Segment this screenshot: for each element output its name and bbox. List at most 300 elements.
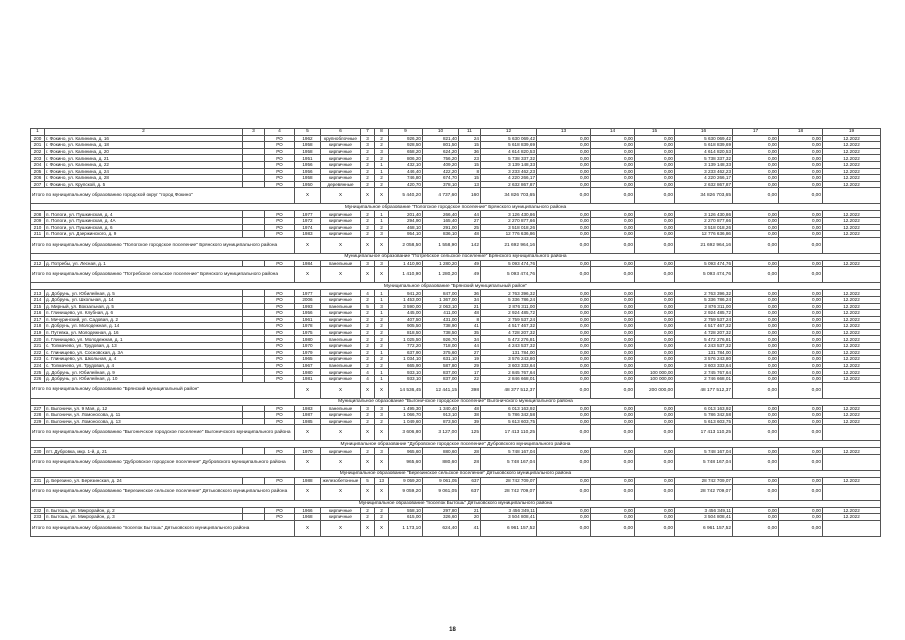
table-cell: РО [265,224,295,231]
table-cell [243,514,265,521]
table-cell: 0,00 [591,478,635,485]
table-cell: РО [265,376,295,383]
table-cell: 0,00 [779,211,823,218]
table-cell: 0,00 [733,418,779,425]
subtotal-cell: 0,00 [591,425,635,441]
table-cell: 1958 [295,142,321,149]
table-cell: 0,00 [779,323,823,330]
table-cell: панельные [321,260,361,267]
table-cell: 0,00 [635,405,675,412]
table-row [31,290,881,297]
table-cell: 13 [459,181,481,188]
table-row [31,514,881,521]
table-cell: 208 [31,211,45,218]
table-cell: 2 [361,148,375,155]
table-cell: 12.2022 [823,507,881,514]
table-row [31,418,881,425]
table-cell: 2 [375,175,389,182]
subtotal-label: Итого по муниципальному образованию городской округ "город Фокино" [31,188,295,204]
table-cell: кирпичные [321,418,361,425]
table-cell [243,336,265,343]
subtotal-cell: X [361,425,375,441]
table-cell: 5 738 337,32 [481,155,537,162]
table-cell: 0,00 [537,356,591,363]
table-cell: РО [265,412,295,419]
subtotal-cell: X [361,267,375,283]
table-cell: 0,00 [733,224,779,231]
table-cell: д. Мирный, ул. Вокзальная, д. 5 [45,303,243,310]
table-cell: 1962 [295,135,321,142]
table-cell: 9 059,20 [389,478,423,485]
table-cell: 0,00 [537,405,591,412]
table-cell: 5 093 474,76 [675,260,733,267]
table-cell: 225 [31,369,45,376]
subtotal-cell: 48 177 512,37 [675,382,733,398]
table-cell: 873,50 [423,418,459,425]
table-cell: 3 504 808,41 [481,514,537,521]
table-cell: 228 [31,412,45,419]
subtotal-cell: 0,00 [591,237,635,253]
table-cell [243,168,265,175]
table-cell: 0,00 [537,161,591,168]
table-cell: 0,00 [537,316,591,323]
table-cell: 213 [31,290,45,297]
subtotal-cell: 0,00 [537,267,591,283]
subtotal-cell: 0,00 [635,520,675,536]
table-cell [243,369,265,376]
section-heading: Муниципальное образование "Дубровское городское поселение" Дубровского муниципального района [31,441,881,448]
table-cell: 0,00 [779,181,823,188]
subtotal-cell: 0,00 [733,520,779,536]
table-cell: 1975 [295,329,321,336]
column-number: 9 [389,129,423,136]
table-cell: 432,10 [389,161,423,168]
table-cell: 0,00 [733,349,779,356]
table-cell: 0,00 [779,296,823,303]
subtotal-cell: 0,00 [537,520,591,536]
table-cell: 4 614 820,53 [481,148,537,155]
table-cell: 615,00 [389,514,423,521]
table-cell: кирпичные [321,161,361,168]
table-row [31,161,881,168]
table-cell: 231 [31,478,45,485]
table-cell: 0,00 [733,448,779,455]
subtotal-cell: X [375,455,389,471]
table-row [31,135,881,142]
table-cell: г. Фокино, ул. Калинина, д. 18 [45,142,243,149]
table-cell: панельные [321,336,361,343]
table-cell: 44 [459,211,481,218]
subtotal-cell: 14 536,45 [389,382,423,398]
table-cell: 0,00 [635,217,675,224]
table-cell: 0,00 [779,329,823,336]
table-cell: 0,00 [635,323,675,330]
table-cell: 12.2022 [823,155,881,162]
table-cell: 2006 [295,296,321,303]
table-cell: 2 [361,514,375,521]
subtotal-cell: 5 748 167,04 [675,455,733,471]
table-cell: 2 [361,362,375,369]
table-cell: 1988 [295,478,321,485]
table-cell [243,303,265,310]
table-cell: РО [265,290,295,297]
column-number: 8 [375,129,389,136]
table-cell: 0,00 [733,412,779,419]
table-cell: кирпичные [321,356,361,363]
table-cell: 1984 [295,260,321,267]
table-cell [243,507,265,514]
table-cell: 1958 [295,175,321,182]
table-cell: 4 [361,369,375,376]
table-cell: с. Толмачево, ул. Трудовая, д. 4 [45,362,243,369]
table-cell [243,181,265,188]
table-cell: кирпичные [321,310,361,317]
subtotal-cell: X [321,484,361,500]
table-cell: кирпичные [321,142,361,149]
table-cell: 0,00 [733,181,779,188]
table-cell: д. Добрунь, ул. Юбилейная, д. 5 [45,290,243,297]
table-row [31,412,881,419]
table-cell: 2 [361,323,375,330]
table-cell: 1993 [295,303,321,310]
subtotal-cell: 1 173,10 [389,520,423,536]
subtotal-label: Итого по муниципальному образованию "Потребское сельское поселение" Брянского муниципального района [31,267,295,283]
table-cell: 1 495,30 [389,405,423,412]
table-cell: п. Выгоничи, ул. Ломоносова, д. 13 [45,418,243,425]
table-cell: 1958 [295,148,321,155]
table-cell: 446,40 [389,168,423,175]
table-cell: кирпичные [321,175,361,182]
table-cell: 0,00 [591,514,635,521]
table-cell: 6 013 163,92 [481,405,537,412]
table-cell: 12 776 636,86 [675,231,733,238]
table-row [31,155,881,162]
subtotal-cell: X [295,188,321,204]
column-number: 17 [733,129,779,136]
subtotal-cell: 624,40 [423,520,459,536]
table-cell: 0,00 [591,181,635,188]
table-cell: 2 [361,217,375,224]
table-row [31,260,881,267]
table-cell: 0,00 [779,362,823,369]
table-row [31,356,881,363]
table-cell: 27 [459,217,481,224]
table-row [31,148,881,155]
table-cell: 0,00 [733,290,779,297]
subtotal-cell: 0,00 [635,188,675,204]
table-cell: крупноблочные [321,135,361,142]
table-cell: 2 [361,343,375,350]
table-cell: 12.2022 [823,316,881,323]
table-cell: 0,00 [591,175,635,182]
section-heading: Муниципальное образование "поселок Бытошь" Дятьковского муниципального района [31,500,881,507]
table-cell: РО [265,155,295,162]
table-cell: 0,00 [537,349,591,356]
table-cell [243,376,265,383]
table-cell: 0,00 [537,224,591,231]
table-cell: 624,20 [423,148,459,155]
subtotal-cell [823,520,881,536]
table-cell: 217 [31,316,45,323]
table-cell: 0,00 [733,514,779,521]
table-cell: г. Фокино, ул. Калинина, д. 21 [45,155,243,162]
table-cell: д. Добрунь, ул. Юбилейная, д. 10 [45,376,243,383]
table-cell: 205 [31,168,45,175]
subtotal-cell: 0,00 [635,484,675,500]
table-cell: 48 [459,310,481,317]
table-cell: 0,00 [779,418,823,425]
table-cell [243,148,265,155]
subtotal-cell: 0,00 [591,520,635,536]
table-cell: 2 745 767,64 [675,369,733,376]
table-cell: 0,00 [733,142,779,149]
table-cell: 0,00 [635,356,675,363]
table-cell: 0,00 [591,168,635,175]
table-cell: 4 243 537,32 [675,343,733,350]
table-cell: 100 000,00 [635,369,675,376]
table-cell: 12.2022 [823,260,881,267]
table-cell: 230 [31,448,45,455]
table-cell: 12.2022 [823,135,881,142]
table-cell: 211 [31,231,45,238]
table-cell: 12.2022 [823,376,881,383]
table-cell: 2 [361,175,375,182]
table-row [31,181,881,188]
table-cell [243,161,265,168]
table-cell: 4 614 820,53 [675,148,733,155]
table-cell: 12.2022 [823,418,881,425]
table-cell: 34 [459,296,481,303]
table-cell: 1 [375,168,389,175]
table-cell: 0,00 [733,362,779,369]
table-cell: 0,00 [537,290,591,297]
subtotal-label: Итого по муниципальному образованию "поселок Бытошь" Дятьковского муниципального района [31,520,295,536]
table-cell: 1961 [295,316,321,323]
table-cell: 738,90 [423,323,459,330]
subtotal-cell [823,267,881,283]
table-cell [243,362,265,369]
table-cell: 1985 [295,418,321,425]
table-cell: РО [265,168,295,175]
table-cell [243,211,265,218]
table-cell: 0,00 [635,349,675,356]
table-cell: 34 [459,336,481,343]
table-cell: 12.2022 [823,356,881,363]
table-cell: РО [265,148,295,155]
table-cell: 0,00 [537,142,591,149]
table-cell: 5 618 839,69 [481,142,537,149]
subtotal-cell: 0,00 [733,237,779,253]
table-cell: 2 063,10 [423,303,459,310]
subtotal-cell [823,425,881,441]
table-cell: 12.2022 [823,369,881,376]
table-cell: 2 763 396,32 [675,290,733,297]
table-cell: РО [265,514,295,521]
table-cell: 378,10 [423,181,459,188]
table-cell: 837,00 [423,376,459,383]
table-cell: 3 504 808,41 [675,514,733,521]
table-cell [243,418,265,425]
table-cell: 3 [375,405,389,412]
section-heading-row [31,471,881,478]
table-cell: 1 [375,376,389,383]
table-cell: 2 [375,362,389,369]
table-cell: 2 [375,142,389,149]
table-cell: 2 746 668,01 [675,376,733,383]
subtotal-cell: X [295,382,321,398]
table-cell: 2 270 877,66 [481,217,537,224]
table-row [31,349,881,356]
table-cell: 821,40 [423,135,459,142]
table-cell: 12.2022 [823,329,881,336]
subtotal-cell: 160 [459,188,481,204]
table-cell: 0,00 [635,181,675,188]
column-number: 16 [675,129,733,136]
table-cell: 1 [375,161,389,168]
column-number: 1 [31,129,45,136]
table-cell: 0,00 [635,448,675,455]
table-cell: 226 [31,376,45,383]
table-cell: 0,00 [591,290,635,297]
table-cell: 224 [31,362,45,369]
table-cell: 1987 [295,412,321,419]
table-cell: 41 [459,323,481,330]
subtotal-row [31,188,881,204]
table-cell: 926,70 [423,336,459,343]
table-cell [243,412,265,419]
table-cell: 746,80 [389,175,423,182]
table-cell: 3 [361,260,375,267]
table-cell: 220 [31,336,45,343]
table-cell: 1 [375,369,389,376]
table-cell: 23 [459,155,481,162]
table-cell: 847,00 [423,290,459,297]
subtotal-cell: 9 059,20 [389,484,423,500]
table-cell: 12.2022 [823,310,881,317]
table-cell: 0,00 [779,135,823,142]
subtotal-cell: 6 961 157,52 [675,520,733,536]
section-heading: Муниципальное образование "Брянский муниципальный район" [31,283,881,290]
table-cell: 12.2022 [823,514,881,521]
table-cell: пгт. Дубровка, мкр. 1-й, д. 21 [45,448,243,455]
table-cell: РО [265,135,295,142]
table-cell: РО [265,448,295,455]
subtotal-cell: X [321,455,361,471]
table-cell: 0,00 [537,296,591,303]
table-cell: 1981 [295,376,321,383]
table-cell [243,231,265,238]
table-cell: 772,20 [389,343,423,350]
table-cell: г. Фокино, ул. Калинина, д. 22 [45,161,243,168]
table-cell: 928,50 [389,142,423,149]
table-cell: 1 453,00 [389,296,423,303]
table-cell: 0,00 [537,478,591,485]
table-cell: 2 270 877,66 [675,217,733,224]
table-cell: 2 [375,336,389,343]
table-cell: 0,00 [537,418,591,425]
subtotal-cell: X [375,267,389,283]
table-cell: РО [265,303,295,310]
subtotal-cell: 0,00 [591,188,635,204]
table-row [31,507,881,514]
table-cell: 965,60 [389,448,423,455]
table-cell: 1951 [295,155,321,162]
subtotal-cell: 0,00 [537,237,591,253]
table-cell: 0,00 [537,323,591,330]
table-cell: 0,00 [635,135,675,142]
table-cell: п. Путевка, ул. Молодежная, д. 16 [45,329,243,336]
table-cell: 12.2022 [823,448,881,455]
table-row [31,376,881,383]
table-cell: п. Пологи, ул. Дзержинского, д. 9 [45,231,243,238]
table-cell: 4 220 266,17 [675,175,733,182]
table-cell: 0,00 [733,155,779,162]
table-cell: 3 [375,231,389,238]
table-cell: 2 845 767,64 [481,369,537,376]
subtotal-cell [823,188,881,204]
table-cell: 3 456 349,11 [481,507,537,514]
table-cell: 12.2022 [823,142,881,149]
table-cell: панельные [321,405,361,412]
subtotal-cell: 21 692 964,16 [675,237,733,253]
table-cell: 0,00 [733,316,779,323]
column-number: 2 [45,129,243,136]
table-cell: кирпичные [321,224,361,231]
table-cell [243,175,265,182]
table-cell: 933,10 [389,376,423,383]
table-cell: 926,20 [389,135,423,142]
subtotal-cell: 5 748 167,04 [481,455,537,471]
table-cell: 2 759 537,24 [481,316,537,323]
table-row [31,478,881,485]
table-cell: кирпичные [321,329,361,336]
column-number: 7 [361,129,375,136]
table-cell: 12.2022 [823,217,881,224]
section-heading: Муниципальное образование "Потребское сельское поселение" Брянского муниципального района [31,253,881,260]
table-cell: д. Добрунь, ул. Школьная, д. 14 [45,296,243,303]
table-cell: РО [265,507,295,514]
table-cell: кирпичные [321,323,361,330]
table-row [31,310,881,317]
table-cell: кирпичные [321,349,361,356]
table-cell: п. Бытошь, ул. Микрорайон, д. 3 [45,514,243,521]
subtotal-label: Итого по муниципальному образованию "Березинское сельское поселение" Дятьковского муниципального района [31,484,295,500]
table-cell: 674,70 [423,175,459,182]
table-cell: 3 126 430,86 [675,211,733,218]
table-cell: 2 [375,155,389,162]
table-cell: 718,00 [423,343,459,350]
subtotal-cell [823,484,881,500]
table-cell: 1 [375,349,389,356]
table-cell [243,296,265,303]
table-cell: 1977 [295,211,321,218]
table-cell: 4 [361,290,375,297]
subtotal-cell: 0,00 [733,484,779,500]
subtotal-cell: 0,00 [635,267,675,283]
table-cell: 0,00 [537,211,591,218]
table-cell: 1956 [295,161,321,168]
section-heading-row [31,398,881,405]
table-cell: 0,00 [733,211,779,218]
table-cell [243,135,265,142]
table-cell: 2 [361,181,375,188]
table-cell: 12.2022 [823,175,881,182]
table-cell: 131 784,00 [675,349,733,356]
table-cell: 0,00 [591,217,635,224]
table-cell: 0,00 [635,362,675,369]
table-cell: РО [265,323,295,330]
table-cell: кирпичные [321,168,361,175]
